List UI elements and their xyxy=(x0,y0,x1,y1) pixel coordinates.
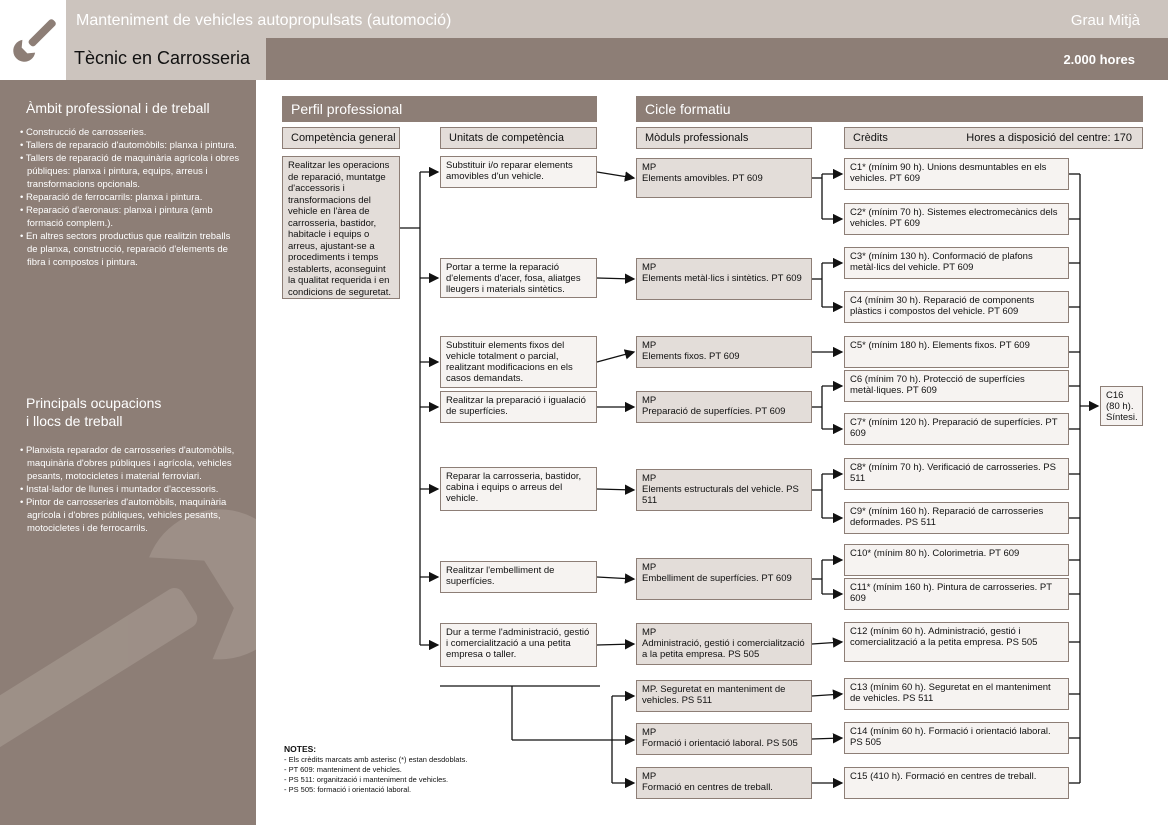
ocup-item: • Pintor de carrosseries d'automòbils, maquinària agrícola i d'obres públiques, vehicles pesants, motocicletes i de ferrocarrils. xyxy=(20,496,240,535)
modul-text: Formació i orientació laboral. PS 505 xyxy=(642,738,798,749)
modul-code: MP xyxy=(642,395,657,406)
unitat-box: Dur a terme l'administració, gestió i comercialització a una petita empresa o taller. xyxy=(440,623,597,667)
hores-centre: Hores a disposició del centre: 170 xyxy=(966,132,1132,144)
arrow-connector xyxy=(597,172,634,178)
credit-box: C7* (mínim 120 h). Preparació de superfícies. PT 609 xyxy=(844,413,1069,445)
modul-code: MP xyxy=(642,771,657,782)
family-title: Manteniment de vehicles autopropulsats (automoció) xyxy=(76,12,452,29)
credit-box: C9* (mínim 160 h). Reparació de carrosseries deformades. PS 511 xyxy=(844,502,1069,534)
col-unitats: Unitats de competència xyxy=(440,127,597,149)
credit-box: C10* (mínim 80 h). Colorimetria. PT 609 xyxy=(844,544,1069,576)
arrow-connector xyxy=(812,642,842,644)
modul-code: MP xyxy=(642,473,657,484)
unitat-box: Realitzar l'embelliment de superfícies. xyxy=(440,561,597,593)
modul-code: MP xyxy=(642,340,657,351)
modul-code: MP xyxy=(642,627,657,638)
credit-box: C2* (mínim 70 h). Sistemes electromecànics dels vehicles. PT 609 xyxy=(844,203,1069,235)
note-item: - Els crèdits marcats amb asterisc (*) estan desdoblats. xyxy=(284,755,468,764)
ambit-item: • Reparació de ferrocarrils: planxa i pintura. xyxy=(20,191,240,204)
modul-text: Elements fixos. PT 609 xyxy=(642,351,740,362)
page-title: Tècnic en Carrosseria xyxy=(66,38,266,80)
ambit-item: • Construcció de carrosseries. xyxy=(20,126,240,139)
unitat-box: Realitzar la preparació i igualació de superfícies. xyxy=(440,391,597,423)
modul-text: Administració, gestió i comercialització a la petita empresa. PS 505 xyxy=(642,638,805,660)
note-item: - PS 505: formació i orientació laboral. xyxy=(284,785,412,794)
ambit-item: • Reparació d'aeronaus: planxa i pintura (amb formació complem.). xyxy=(20,204,240,230)
ocup-title-1: Principals ocupacions xyxy=(26,395,162,411)
modul-code: MP xyxy=(642,727,657,738)
credit-box: C12 (mínim 60 h). Administració, gestió i comercialització a la petita empresa. PS 505 xyxy=(844,622,1069,662)
ambit-title: Àmbit professional i de treball xyxy=(26,100,210,116)
credit-box: C13 (mínim 60 h). Seguretat en el manteniment de vehicles. PS 511 xyxy=(844,678,1069,710)
modul-code: MP xyxy=(642,262,657,273)
notes-title: NOTES: xyxy=(284,744,317,754)
arrow-connector xyxy=(597,352,634,362)
credit-box: C5* (mínim 180 h). Elements fixos. PT 609 xyxy=(844,336,1069,368)
level-label: Grau Mitjà xyxy=(1070,12,1140,29)
note-item: - PT 609: manteniment de vehicles. xyxy=(284,765,402,774)
ocup-item: • Planxista reparador de carrosseries d'automòbils, maquinària d'obres públiques i agrícola, vehicles pesants, motocicletes i material ferroviari. xyxy=(20,444,240,483)
ocup-title-2: i llocs de treball xyxy=(26,413,123,429)
modul-code: MP xyxy=(642,562,657,573)
credit-box: C4 (mínim 30 h). Reparació de components plàstics i compostos del vehicle. PT 609 xyxy=(844,291,1069,323)
unitat-box: Portar a terme la reparació d'elements d'acer, fosa, aliatges lleugers i materials sintètics. xyxy=(440,258,597,298)
section-cicle: Cicle formatiu xyxy=(636,96,1143,122)
ambit-item: • Tallers de reparació de maquinària agrícola i obres públiques: planxa i pintura, equips, arreus i transformacions opcionals. xyxy=(20,152,240,191)
col-moduls: Mòduls professionals xyxy=(636,127,812,149)
section-perfil: Perfil professional xyxy=(282,96,597,122)
credit-box: C8* (mínim 70 h). Verificació de carrosseries. PS 511 xyxy=(844,458,1069,490)
unitat-box: Substituir i/o reparar elements amovibles d'un vehicle. xyxy=(440,156,597,188)
credits-label: Crèdits xyxy=(853,132,888,144)
arrow-connector xyxy=(597,489,634,490)
arrow-connector xyxy=(597,577,634,579)
credit-box: C11* (mínim 160 h). Pintura de carrosseries. PT 609 xyxy=(844,578,1069,610)
arrow-connector xyxy=(812,694,842,696)
credit-box: C1* (mínim 90 h). Unions desmuntables en els vehicles. PT 609 xyxy=(844,158,1069,190)
hours-label: 2.000 hores xyxy=(1063,52,1135,67)
modul-text: MP. Seguretat en manteniment de vehicles. PS 511 xyxy=(642,684,786,706)
credit-box: C14 (mínim 60 h). Formació i orientació laboral. PS 505 xyxy=(844,722,1069,754)
modul-text: Elements amovibles. PT 609 xyxy=(642,173,763,184)
credit-box: C15 (410 h). Formació en centres de treball. xyxy=(844,767,1069,799)
modul-code: MP xyxy=(642,162,657,173)
credit-box: C6 (mínim 70 h). Protecció de superfícies metàl·liques. PT 609 xyxy=(844,370,1069,402)
unitat-box: Substituir elements fixos del vehicle totalment o parcial, realitzant modificacions en els casos demandats. xyxy=(440,336,597,388)
modul-text: Elements estructurals del vehicle. PS 511 xyxy=(642,484,799,506)
credit-c16: C16 (80 h). Síntesi. xyxy=(1100,386,1143,426)
modul-text: Preparació de superfícies. PT 609 xyxy=(642,406,786,417)
modul-text: Embelliment de superfícies. PT 609 xyxy=(642,573,792,584)
modul-text: Formació en centres de treball. xyxy=(642,782,773,793)
col-competencia: Competència general xyxy=(282,127,400,149)
credit-box: C3* (mínim 130 h). Conformació de plafons metàl·lics del vehicle. PT 609 xyxy=(844,247,1069,279)
ambit-item: • En altres sectors productius que realitzin treballs de planxa, construcció, reparació d'elements de fibra i compostos i pintura. xyxy=(20,230,240,269)
competencia-general-box: Realitzar les operacions de reparació, muntatge d'accessoris i transformacions del vehicle en l'àrea de carrosseria, bastidor, habitacle i equips o arreus, ajustant-se a procediments i temps establerts, aconseguint la qualitat requerida i en condicions de seguretat. xyxy=(282,156,400,299)
arrow-connector xyxy=(597,644,634,645)
ocup-item: • Instal·lador de llunes i muntador d'accessoris. xyxy=(20,483,240,496)
note-item: - PS 511: organització i manteniment de vehicles. xyxy=(284,775,449,784)
arrow-connector xyxy=(597,278,634,279)
unitat-box: Reparar la carrosseria, bastidor, cabina i equips o arreus del vehicle. xyxy=(440,467,597,511)
ambit-item: • Tallers de reparació d'automòbils: planxa i pintura. xyxy=(20,139,240,152)
arrow-connector xyxy=(812,738,842,739)
modul-text: Elements metàl·lics i sintètics. PT 609 xyxy=(642,273,802,284)
